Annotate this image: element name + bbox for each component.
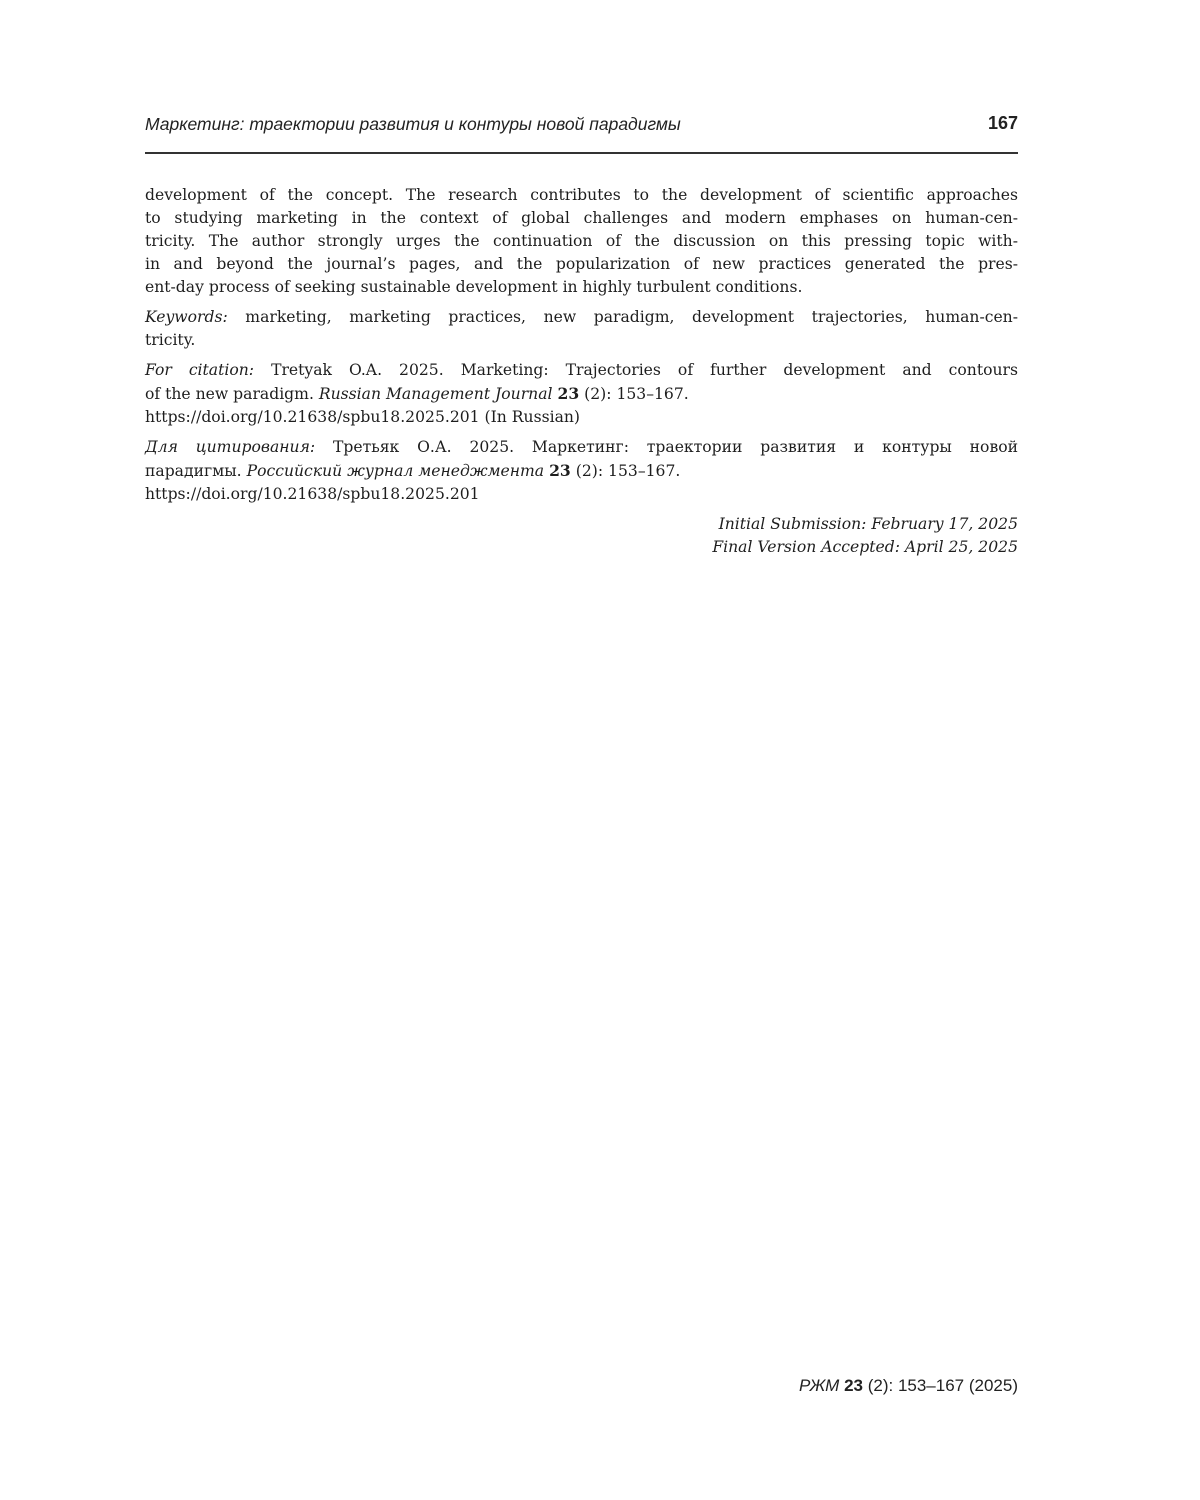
citation-en-text: Tretyak O.A. 2025. Marketing: Trajectories of further development and contours	[271, 361, 1018, 379]
keywords-label: Keywords:	[145, 308, 228, 326]
citation-en-pages: (2): 153–167.	[584, 385, 689, 403]
citation-en-title-end: of the new paradigm.	[145, 385, 319, 403]
citation-ru-text: Третьяк О.А. 2025. Маркетинг: траектории развития и контуры новой	[332, 438, 1019, 456]
citation-en-volume: 23	[557, 384, 580, 403]
citation-ru-line	[145, 436, 1018, 459]
journal-page	[145, 0, 1018, 1500]
abstract-continuation	[145, 184, 1018, 299]
keywords-line	[145, 306, 1018, 329]
running-header	[145, 112, 1018, 154]
citation-en-line	[145, 382, 1018, 406]
citation-en-doi: https://doi.org/10.21638/spbu18.2025.201 (In Russian)	[145, 408, 580, 426]
running-title: Маркетинг: траектории развития и контуры новой парадигмы	[145, 114, 681, 134]
citation-ru	[145, 436, 1018, 506]
citation-en-label: For citation:	[145, 361, 255, 379]
citation-ru-journal: Российский журнал менеджмента	[246, 462, 545, 480]
citation-ru-volume: 23	[549, 461, 571, 480]
abstract-line: in and beyond the journal’s pages, and the popularization of new practices generated the pres-	[145, 255, 1018, 273]
running-footer	[799, 1376, 1018, 1396]
initial-submission-date: Initial Submission: February 17, 2025	[718, 515, 1018, 533]
abstract-line: to studying marketing in the context of global challenges and modern emphases on human-cen-	[145, 209, 1018, 227]
citation-ru-pages: (2): 153–167.	[575, 462, 681, 480]
footer-volume: 23	[844, 1376, 863, 1395]
abstract-line: ent-day process of seeking sustainable development in highly turbulent conditions.	[145, 278, 803, 296]
keywords-line-end: tricity.	[145, 331, 196, 349]
footer-journal-abbr: РЖМ	[798, 1376, 840, 1395]
citation-en	[145, 359, 1018, 429]
submission-dates	[145, 513, 1018, 559]
abstract-line: development of the concept. The research contributes to the development of scientific approaches	[145, 186, 1018, 204]
citation-ru-title-end: парадигмы.	[145, 462, 247, 480]
citation-ru-doi: https://doi.org/10.21638/spbu18.2025.201	[145, 485, 480, 503]
footer-issue-pages: (2): 153–167 (2025)	[867, 1376, 1018, 1395]
citation-ru-label: Для цитирования:	[145, 438, 316, 456]
citation-en-line	[145, 359, 1018, 382]
page-number: 167	[987, 113, 1018, 133]
abstract-line: tricity. The author strongly urges the continuation of the discussion on this pressing topic with-	[145, 232, 1018, 250]
keywords-paragraph	[145, 306, 1018, 352]
citation-en-journal: Russian Management Journal	[318, 385, 553, 403]
article-body	[145, 184, 1018, 559]
keywords-text: marketing, marketing practices, new paradigm, development trajectories, human-cen-	[245, 308, 1018, 326]
citation-ru-line	[145, 459, 1018, 483]
final-accepted-date: Final Version Accepted: April 25, 2025	[712, 538, 1018, 556]
